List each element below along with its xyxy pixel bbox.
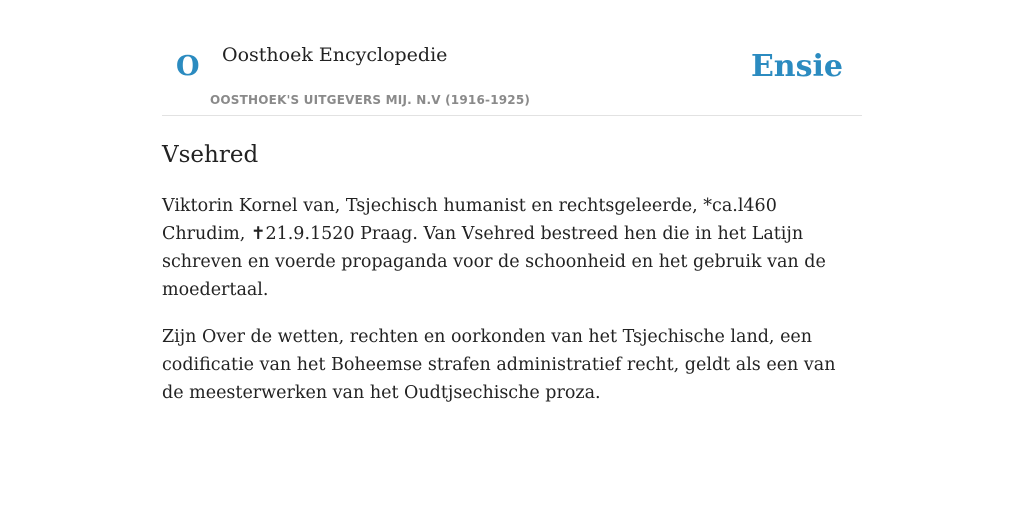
entry-title: Vsehred bbox=[162, 142, 259, 168]
entry-paragraph: Zijn Over de wetten, rechten en oorkonden van het Tsjechische land, een codificatie van het Boheemse strafen administratief recht, geldt als een van de meesterwerken van het Oudtjsechische proza. bbox=[162, 327, 836, 403]
entry-body bbox=[162, 192, 862, 407]
page bbox=[162, 0, 862, 407]
entry bbox=[162, 140, 862, 407]
header bbox=[162, 0, 862, 116]
publisher-line: OOSTHOEK'S UITGEVERS MIJ. N.V (1916-1925) bbox=[210, 93, 531, 107]
ensie-brand-link[interactable]: Ensie bbox=[750, 49, 843, 84]
entry-paragraph: Viktorin Kornel van, Tsjechisch humanist en rechtsgeleerde, *ca.l460 Chrudim, ✝21.9.1520 Praag. Van Vsehred bestreed hen die in het Latijn schreven en voerde propaganda voor de schoonheid en het gebruik van de moedertaal. bbox=[162, 196, 826, 300]
publication-logo: O bbox=[176, 51, 200, 82]
publication-title: Oosthoek Encyclopedie bbox=[222, 44, 448, 66]
